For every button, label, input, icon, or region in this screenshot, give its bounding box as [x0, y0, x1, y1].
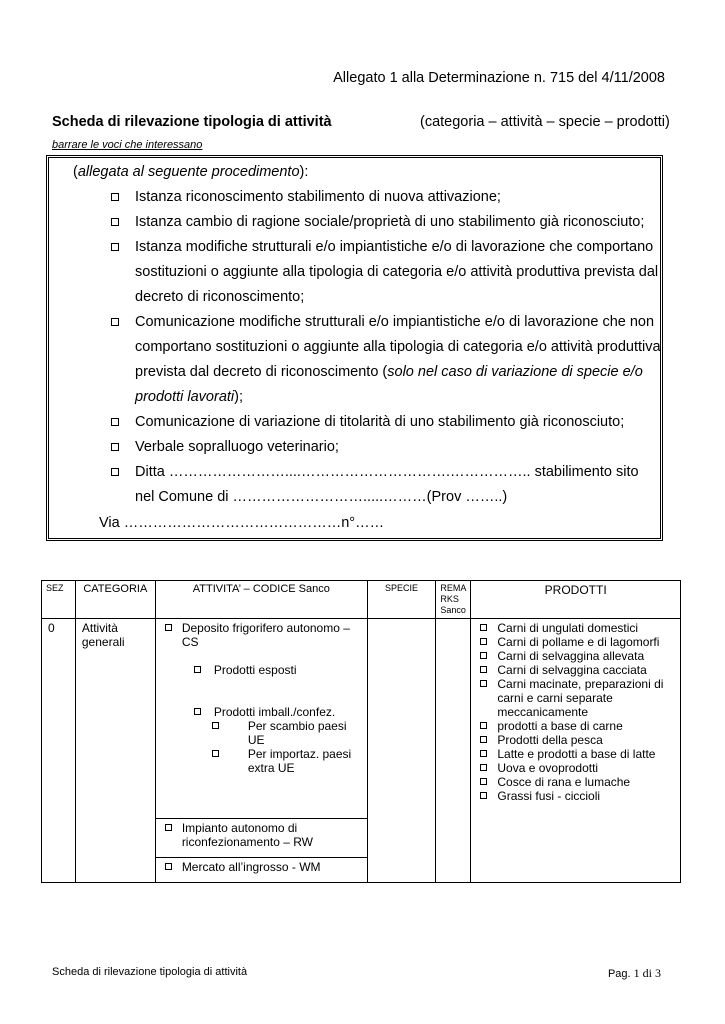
checkbox-icon[interactable] — [111, 468, 119, 476]
header-remarks-2: RKS — [440, 594, 459, 604]
prodotto-label: Carni di selvaggina allevata — [497, 649, 645, 663]
header-remarks — [436, 581, 471, 619]
header-prodotti: PRODOTTI — [471, 581, 681, 619]
per-importaz-label: Per importaz. paesi extra UE — [247, 747, 352, 775]
comunicazione-end: ); — [234, 389, 243, 405]
checkbox-icon[interactable] — [165, 624, 172, 631]
checkbox-icon[interactable] — [111, 193, 119, 201]
page-title: Scheda di rilevazione tipologia di attività — [52, 114, 332, 130]
procedure-item[interactable] — [111, 185, 671, 210]
procedure-item[interactable] — [111, 310, 671, 410]
checkbox-icon[interactable] — [212, 750, 219, 757]
checkbox-icon[interactable] — [480, 764, 487, 771]
checkbox-icon[interactable] — [194, 666, 201, 673]
prodotti-imballati-option[interactable] — [194, 705, 361, 719]
prodotto-label: Grassi fusi - ciccioli — [497, 789, 601, 803]
footer-page-value: 1 di 3 — [633, 966, 661, 980]
prodotto-item[interactable] — [477, 733, 674, 747]
prodotto-label: Latte e prodotti a base di latte — [497, 747, 656, 761]
per-importaz-option[interactable] — [212, 747, 361, 775]
procedure-item-label: Verbale sopralluogo veterinario; — [135, 439, 339, 455]
procedure-list — [111, 185, 671, 510]
header-specie: SPECIE — [367, 581, 436, 619]
procedure-item-label: Istanza cambio di ragione sociale/proprietà di uno stabilimento già riconosciuto; — [135, 214, 645, 230]
prodotto-label: Uova e ovoprodotti — [497, 761, 599, 775]
cell-mercato — [155, 858, 367, 883]
cell-deposito — [155, 619, 367, 819]
intro-italic: allegata al seguente procedimento — [77, 164, 300, 180]
impianto-option[interactable] — [162, 821, 361, 849]
prodotto-item[interactable] — [477, 761, 674, 775]
checkbox-icon[interactable] — [480, 750, 487, 757]
comunicazione-italic: solo nel caso di variazione di specie e/o prodotti lavorati — [135, 364, 643, 405]
checkbox-icon[interactable] — [212, 722, 219, 729]
ditta-item[interactable] — [111, 460, 671, 510]
checkbox-icon[interactable] — [480, 652, 487, 659]
prodotto-item[interactable] — [477, 621, 674, 635]
prodotto-label: Carni macinate, preparazioni di carni e carni separate meccanicamente — [497, 677, 664, 719]
footer-page-number — [608, 966, 661, 981]
footer-document-title: Scheda di rilevazione tipologia di attività — [52, 966, 248, 978]
intro-open: ( — [73, 164, 78, 180]
prodotto-item[interactable] — [477, 789, 674, 803]
allegato-reference: Allegato 1 alla Determinazione n. 715 del 4/11/2008 — [333, 70, 665, 86]
checkbox-icon[interactable] — [111, 318, 119, 326]
prodotti-imballati-label: Prodotti imball./confez. — [213, 705, 336, 719]
checkbox-icon[interactable] — [480, 666, 487, 673]
table-header-row — [42, 581, 681, 619]
cell-categoria — [75, 619, 155, 883]
header-remarks-3: Sanco — [440, 605, 466, 615]
prodotto-label: Carni di pollame e di lagomorfi — [497, 635, 660, 649]
activity-table — [41, 580, 681, 883]
prodotto-item[interactable] — [477, 663, 674, 677]
deposito-label: Deposito frigorifero autonomo – CS — [181, 621, 350, 649]
per-scambio-option[interactable] — [212, 719, 361, 747]
comunicazione-main: Comunicazione modifiche strutturali e/o impiantistiche e/o di lavorazione che non comportano sostituzioni o aggiunte alla tipologia di categoria e/o attività produttiva prevista dal decreto di riconoscimento ( — [135, 314, 661, 380]
checkbox-icon[interactable] — [111, 443, 119, 451]
prodotto-item[interactable] — [477, 747, 674, 761]
checkbox-icon[interactable] — [480, 736, 487, 743]
procedure-item-label: Istanza riconoscimento stabilimento di nuova attivazione; — [135, 189, 501, 205]
checkbox-icon[interactable] — [111, 218, 119, 226]
prodotto-item[interactable] — [477, 775, 674, 789]
checkbox-icon[interactable] — [480, 722, 487, 729]
ditta-line-1: Ditta ……………………....………………………….…………….. stabilimento sito — [135, 464, 639, 480]
checkbox-icon[interactable] — [165, 863, 172, 870]
instruction-hint: barrare le voci che interessano — [52, 139, 203, 151]
header-sez: SEZ — [42, 581, 76, 619]
checkbox-icon[interactable] — [111, 243, 119, 251]
prodotto-label: Cosce di rana e lumache — [497, 775, 631, 789]
header-remarks-1: REMA — [440, 583, 467, 593]
checkbox-icon[interactable] — [480, 778, 487, 785]
procedure-item-label: Istanza modifiche strutturali e/o impiantistiche e/o di lavorazione che comportano sostituzioni o aggiunte alla tipologia di categoria e/o attività produttiva prevista dal decreto di riconoscimento; — [135, 239, 659, 305]
procedure-intro — [73, 160, 308, 185]
procedure-item-label: Comunicazione di variazione di titolarità di uno stabilimento già riconosciuto; — [135, 414, 625, 430]
checkbox-icon[interactable] — [194, 708, 201, 715]
checkbox-icon[interactable] — [480, 680, 487, 687]
page-subtitle: (categoria – attività – specie – prodotti) — [420, 114, 670, 130]
header-attivita: ATTIVITA’ – CODICE Sanco — [155, 581, 367, 619]
per-scambio-label: Per scambio paesi UE — [247, 719, 347, 747]
checkbox-icon[interactable] — [480, 638, 487, 645]
checkbox-icon[interactable] — [111, 418, 119, 426]
procedure-item[interactable] — [111, 410, 671, 435]
table-row — [42, 619, 681, 819]
prodotto-label: Carni di selvaggina cacciata — [497, 663, 647, 677]
prodotto-label: Prodotti della pesca — [497, 733, 603, 747]
prodotto-item[interactable] — [477, 649, 674, 663]
prodotto-label: Carni di ungulati domestici — [497, 621, 639, 635]
prodotto-label: prodotti a base di carne — [497, 719, 623, 733]
prodotto-item[interactable] — [477, 719, 674, 733]
procedure-item[interactable] — [111, 210, 671, 235]
prodotti-esposti-option[interactable] — [194, 663, 361, 677]
impianto-label: Impianto autonomo di riconfezionamento – RW — [181, 821, 313, 849]
footer-page-label: Pag. — [607, 968, 631, 980]
header-categoria: CATEGORIA — [75, 581, 155, 619]
cell-impianto — [155, 819, 367, 858]
procedure-item[interactable] — [111, 435, 671, 460]
mercato-option[interactable] — [162, 860, 361, 874]
cell-specie[interactable] — [367, 619, 436, 883]
procedure-box — [46, 155, 663, 541]
via-line: Via ………………………………………n°…… — [99, 515, 385, 531]
categoria-line-1: Attività — [81, 621, 118, 635]
intro-close: ): — [299, 164, 309, 180]
prodotti-esposti-label: Prodotti esposti — [213, 663, 297, 677]
prodotto-item[interactable] — [477, 635, 674, 649]
deposito-option[interactable] — [162, 621, 361, 649]
procedure-item[interactable] — [111, 235, 671, 310]
checkbox-icon[interactable] — [480, 624, 487, 631]
checkbox-icon[interactable] — [480, 792, 487, 799]
prodotti-list — [477, 621, 674, 803]
ditta-line-2: nel Comune di ……………………….....………(Prov ……..) — [135, 489, 508, 505]
cell-remarks[interactable] — [436, 619, 471, 883]
mercato-label: Mercato all’ingrosso - WM — [181, 860, 321, 874]
categoria-line-2: generali — [81, 635, 125, 649]
cell-prodotti — [471, 619, 681, 883]
checkbox-icon[interactable] — [165, 824, 172, 831]
cell-sez: 0 — [42, 619, 76, 883]
prodotto-item[interactable] — [477, 677, 674, 719]
